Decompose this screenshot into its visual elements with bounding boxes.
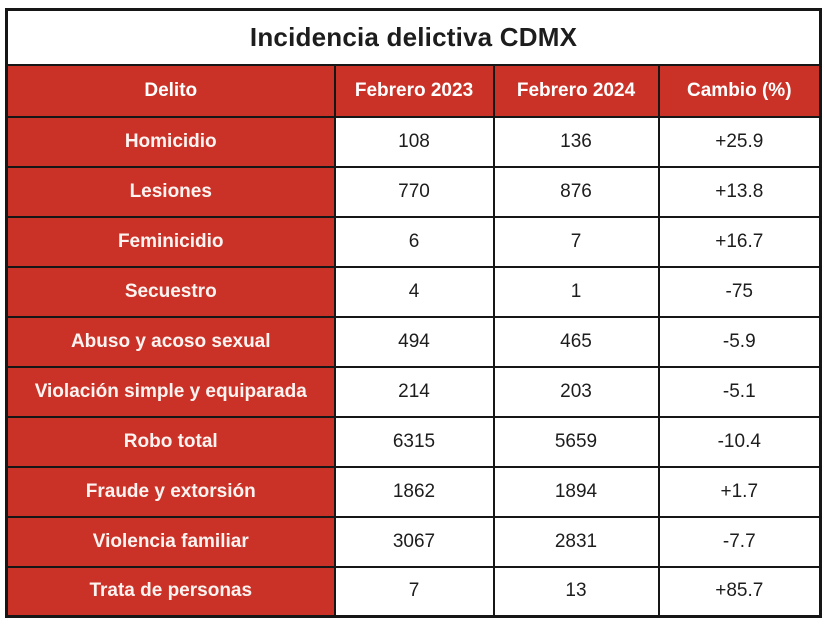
delito-cell: Abuso y acoso sexual <box>7 317 335 367</box>
feb2023-cell: 214 <box>335 367 494 417</box>
delito-cell: Secuestro <box>7 267 335 317</box>
cambio-cell: -5.9 <box>659 317 821 367</box>
table-row <box>7 517 821 567</box>
column-header-feb2023: Febrero 2023 <box>335 65 494 117</box>
cambio-cell: +16.7 <box>659 217 821 267</box>
delito-cell: Violación simple y equiparada <box>7 367 335 417</box>
delito-cell: Homicidio <box>7 117 335 167</box>
feb2024-cell: 2831 <box>494 517 659 567</box>
cambio-cell: -5.1 <box>659 367 821 417</box>
table-row <box>7 567 821 617</box>
delito-cell: Violencia familiar <box>7 517 335 567</box>
feb2024-cell: 7 <box>494 217 659 267</box>
feb2023-cell: 7 <box>335 567 494 617</box>
feb2024-cell: 5659 <box>494 417 659 467</box>
cambio-cell: -10.4 <box>659 417 821 467</box>
feb2023-cell: 770 <box>335 167 494 217</box>
feb2023-cell: 4 <box>335 267 494 317</box>
delito-cell: Trata de personas <box>7 567 335 617</box>
feb2023-cell: 6315 <box>335 417 494 467</box>
table-body <box>7 117 821 617</box>
feb2023-cell: 3067 <box>335 517 494 567</box>
table-header-row <box>7 65 821 117</box>
cambio-cell: +13.8 <box>659 167 821 217</box>
feb2024-cell: 203 <box>494 367 659 417</box>
feb2024-cell: 1 <box>494 267 659 317</box>
column-header-delito: Delito <box>7 65 335 117</box>
column-header-cambio: Cambio (%) <box>659 65 821 117</box>
table-row <box>7 117 821 167</box>
feb2024-cell: 876 <box>494 167 659 217</box>
feb2024-cell: 13 <box>494 567 659 617</box>
column-header-feb2024: Febrero 2024 <box>494 65 659 117</box>
table-row <box>7 217 821 267</box>
table-row <box>7 417 821 467</box>
feb2024-cell: 465 <box>494 317 659 367</box>
table-row <box>7 367 821 417</box>
cambio-cell: +1.7 <box>659 467 821 517</box>
title-row <box>7 10 821 65</box>
table-row <box>7 317 821 367</box>
delito-cell: Lesiones <box>7 167 335 217</box>
feb2023-cell: 1862 <box>335 467 494 517</box>
delito-cell: Robo total <box>7 417 335 467</box>
feb2024-cell: 136 <box>494 117 659 167</box>
cambio-cell: -7.7 <box>659 517 821 567</box>
table-row <box>7 467 821 517</box>
cambio-cell: +85.7 <box>659 567 821 617</box>
page-title: Incidencia delictiva CDMX <box>7 10 821 65</box>
cambio-cell: -75 <box>659 267 821 317</box>
table-row <box>7 267 821 317</box>
delito-cell: Fraude y extorsión <box>7 467 335 517</box>
table-row <box>7 167 821 217</box>
feb2023-cell: 6 <box>335 217 494 267</box>
feb2024-cell: 1894 <box>494 467 659 517</box>
feb2023-cell: 108 <box>335 117 494 167</box>
cambio-cell: +25.9 <box>659 117 821 167</box>
feb2023-cell: 494 <box>335 317 494 367</box>
delito-cell: Feminicidio <box>7 217 335 267</box>
crime-incidence-table <box>5 8 822 618</box>
